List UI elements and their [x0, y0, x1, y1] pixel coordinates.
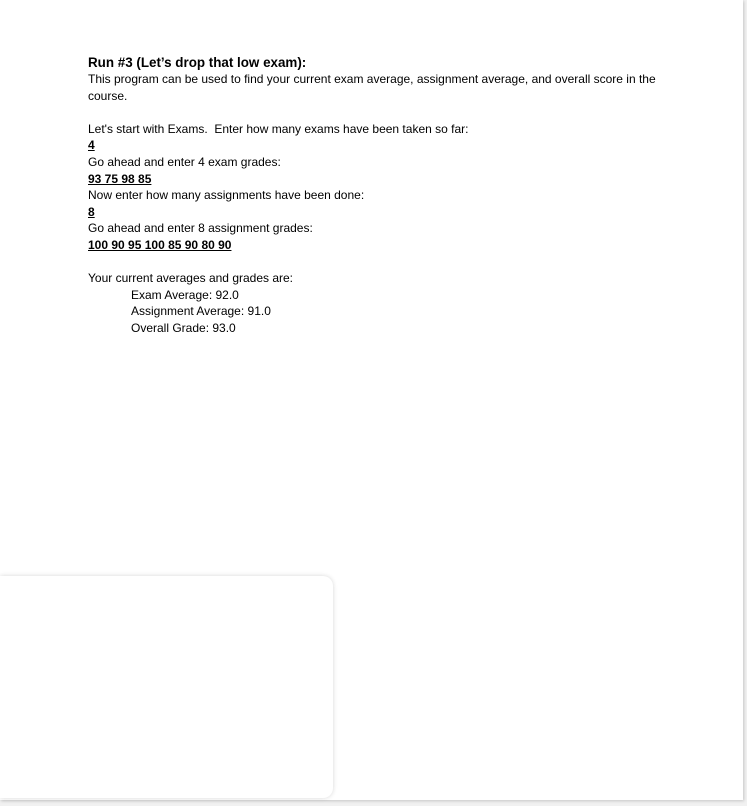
- overall-grade: Overall Grade: 93.0: [131, 320, 236, 335]
- exam-grades-input: 93 75 98 85: [88, 171, 152, 186]
- assignment-grades-input: 100 90 95 100 85 90 80 90: [88, 237, 232, 252]
- exam-grades-prompt: Go ahead and enter 4 exam grades:: [88, 154, 281, 169]
- assignment-average: Assignment Average: 91.0: [131, 304, 271, 319]
- exam-count-prompt: Let's start with Exams. Enter how many exams have been taken so far:: [88, 121, 469, 136]
- exam-count-input: 4: [88, 138, 95, 153]
- spacer: [88, 254, 668, 271]
- intro-text: This program can be used to find your current exam average, assignment average, and overall score in the course.: [88, 72, 659, 103]
- document-content: [88, 55, 668, 337]
- results-header: Your current averages and grades are:: [88, 271, 294, 286]
- assignment-count-input: 8: [88, 204, 95, 219]
- assignment-count-prompt: Now enter how many assignments have been done:: [88, 188, 365, 203]
- assignment-grades-prompt: Go ahead and enter 8 assignment grades:: [88, 221, 313, 236]
- spacer: [88, 104, 668, 121]
- run-title: Run #3 (Let’s drop that low exam):: [88, 55, 307, 70]
- overlay-panel: [0, 576, 333, 798]
- exam-average: Exam Average: 92.0: [131, 287, 239, 302]
